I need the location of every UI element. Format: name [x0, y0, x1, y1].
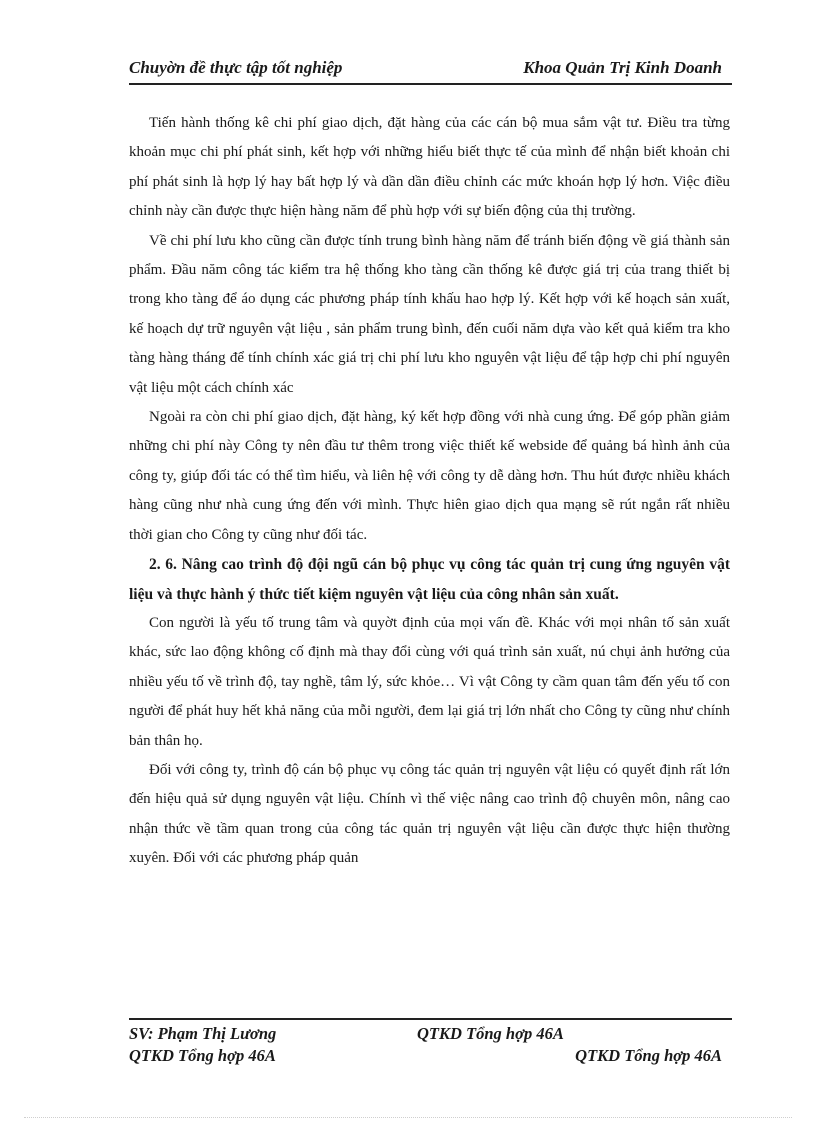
header-title: Chuyờn đề thực tập tốt nghiệp: [129, 58, 343, 77]
footer-student: SV: Phạm Thị Lương: [129, 1024, 277, 1043]
footer-row-2: [129, 1042, 732, 1064]
footer-class-right: QTKD Tổng hợp 46A: [575, 1046, 722, 1065]
paragraph-3: Ngoài ra còn chi phí giao dịch, đặt hàng, ký kết hợp đồng với nhà cung ứng. Để góp phần giảm những chi phí này Công ty nên đầu tư thêm trong việc thiết kế webside để quảng bá hình ảnh của công ty, giúp đối tác có thể tìm hiểu, và liên hệ với công ty dễ dàng hơn. Thu hút được nhiều khách hàng cũng như nhà cung ứng đến với mình. Thực hiên giao dịch qua mạng sẽ rút ngắn rất nhiều thời gian cho Công ty cũng như đối tác.: [129, 409, 730, 543]
paragraph-5: Đối với công ty, trình độ cán bộ phục vụ công tác quản trị nguyên vật liệu có quyết định rất lớn đến hiệu quả sử dụng nguyên vật liệu. Chính vì thế việc nâng cao trình độ chuyên môn, nâng cao nhận thức về tầm quan trong của công tác quản trị nguyên vật liệu cần được thực hiện thường xuyên. Đối với các phương pháp quản: [129, 761, 730, 867]
footer-class-left: QTKD Tổng hợp 46A: [129, 1046, 276, 1065]
paragraph-1: Tiến hành thống kê chi phí giao dịch, đặt hàng của các cán bộ mua sắm vật tư. Điều tra từng khoản mục chi phí phát sinh, kết hợp với những hiểu biết thực tế của mình để nhận biết khoản chi phí phát sinh là hợp lý hay bất hợp lý và dần dần điều chỉnh các mức khoán hợp lý hơn. Việc điều chỉnh này cần được thực hiện hàng năm để phù hợp với sự biến động của thị trường.: [129, 115, 730, 220]
document-body: [129, 109, 730, 874]
footer-class: QTKD Tổng hợp 46A: [417, 1024, 564, 1043]
footer-row-1: [129, 1020, 732, 1042]
header-department: Khoa Quản Trị Kinh Doanh: [523, 58, 722, 77]
page-footer: [129, 1018, 732, 1064]
paragraph-4: Con người là yếu tố trung tâm và quyờt định của mọi vấn đề. Khác với mọi nhân tố sản xuất khác, sức lao động không cố định mà thay đổi cùng với quá trình sản xuất, nú chụi ảnh hưởng của nhiều yếu tố về trình độ, tay nghề, tâm lý, sức khỏe… Vì vật Công ty cầm quan tâm đến yếu tố con người để phát huy hết khả năng của mỗi người, đem lại giá trị lớn nhất cho Công ty cũng như chính bản thân họ.: [129, 614, 730, 749]
page-header: [129, 55, 732, 85]
paragraph-2: Về chi phí lưu kho cũng cần được tính trung bình hàng năm để tránh biến động về giá thành sản phẩm. Đầu năm công tác kiểm tra hệ thống kho tàng cần thống kê được giá trị của trang thiết bị trong kho tàng để áo dụng các phương pháp tính khấu hao hợp lý. Kết hợp với kế hoạch sản xuất, kế hoạch dự trữ nguyên vật liệu , sản phẩm trung bình, đến cuối năm dựa vào kết quả kiểm tra kho tàng hàng tháng để tính chính xác giá trị chi phí lưu kho nguyên vật liệu để tập hợp chi phí nguyên vật liệu một cách chính xác: [129, 232, 730, 396]
page-edge-divider: [24, 1117, 792, 1118]
section-heading: 2. 6. Nâng cao trình độ đội ngũ cán bộ phục vụ công tác quản trị cung ứng nguyên vật liệu và thực hành ý thức tiết kiệm nguyên vật liệu của công nhân sản xuất.: [129, 556, 730, 603]
